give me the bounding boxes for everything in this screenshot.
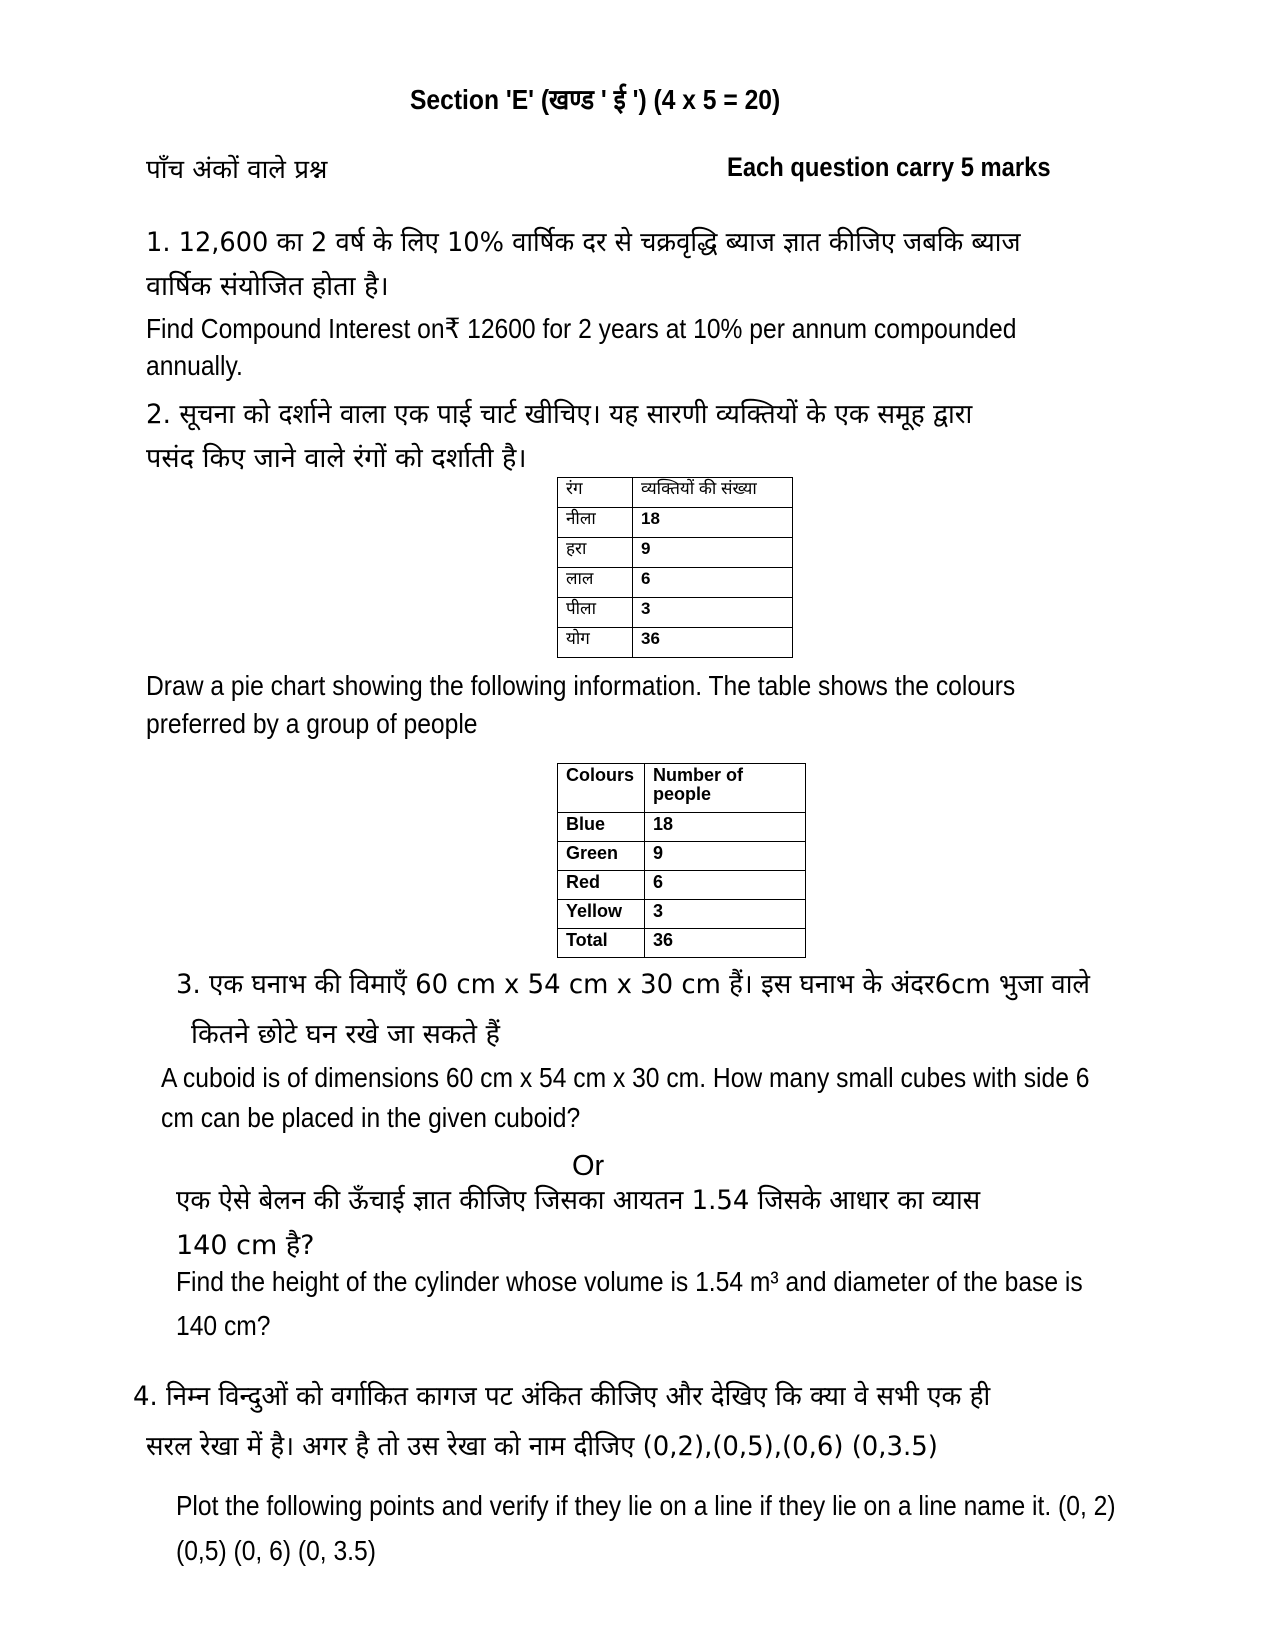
q4-hindi-line1: 4. निम्न विन्दुओं को वर्गाकित कागज पट अंकित कीजिए और देखिए कि क्या वे सभी एक ही bbox=[133, 1381, 991, 1412]
table-cell: नीला bbox=[558, 508, 633, 538]
q4-english-line1: Plot the following points and verify if they lie on a line if they lie on a line name it. (0, 2) bbox=[176, 1490, 1116, 1521]
table-header-row bbox=[558, 764, 806, 813]
table-cell: लाल bbox=[558, 568, 633, 598]
table-header-cell: व्यक्तियों की संख्या bbox=[633, 478, 793, 508]
table-row bbox=[558, 871, 806, 900]
q2-hindi-line2: पसंद किए जाने वाले रंगों को दर्शाती है। bbox=[146, 443, 527, 474]
hindi-colour-table bbox=[557, 477, 793, 658]
english-colour-table bbox=[557, 763, 806, 958]
table-cell: Total bbox=[558, 929, 645, 958]
table-cell: 3 bbox=[645, 900, 806, 929]
table-cell: 18 bbox=[645, 813, 806, 842]
q3-alt-english-line2: 140 cm? bbox=[176, 1310, 271, 1341]
table-cell: 9 bbox=[645, 842, 806, 871]
table-cell: 36 bbox=[633, 628, 793, 658]
header-english: Each question carry 5 marks bbox=[727, 152, 1051, 182]
q1-english-line2: annually. bbox=[146, 350, 243, 381]
table-cell: Blue bbox=[558, 813, 645, 842]
table-cell: हरा bbox=[558, 538, 633, 568]
table-cell: Green bbox=[558, 842, 645, 871]
q3-alt-hindi-line2: 140 cm है? bbox=[176, 1230, 315, 1261]
table-row bbox=[558, 598, 793, 628]
table-cell: 9 bbox=[633, 538, 793, 568]
table-row bbox=[558, 813, 806, 842]
q3-alt-english-line1: Find the height of the cylinder whose volume is 1.54 m³ and diameter of the base is bbox=[176, 1266, 1083, 1297]
table-header-cell: रंग bbox=[558, 478, 633, 508]
q4-hindi-line2: सरल रेखा में है। अगर है तो उस रेखा को नाम दीजिए (0,2),(0,5),(0,6) (0,3.5) bbox=[146, 1431, 938, 1462]
table-cell: 3 bbox=[633, 598, 793, 628]
q3-english-line2: cm can be placed in the given cuboid? bbox=[161, 1102, 581, 1133]
table-header-cell: Colours bbox=[558, 764, 645, 813]
q2-hindi-line1: 2. सूचना को दर्शाने वाला एक पाई चार्ट खीचिए। यह सारणी व्यक्तियों के एक समूह द्वारा bbox=[146, 399, 973, 430]
q3-english-line1: A cuboid is of dimensions 60 cm x 54 cm x 30 cm. How many small cubes with side 6 bbox=[161, 1062, 1090, 1093]
table-cell: Red bbox=[558, 871, 645, 900]
header-hindi: पाँच अंकों वाले प्रश्न bbox=[146, 155, 328, 185]
table-cell: 6 bbox=[645, 871, 806, 900]
q1-hindi-line1: 1. 12,600 का 2 वर्ष के लिए 10% वार्षिक दर से चक्रवृद्धि ब्याज ज्ञात कीजिए जबकि ब्याज bbox=[146, 227, 1021, 258]
table-row bbox=[558, 900, 806, 929]
table-row bbox=[558, 568, 793, 598]
table-cell: पीला bbox=[558, 598, 633, 628]
table-cell: 18 bbox=[633, 508, 793, 538]
table-cell: योग bbox=[558, 628, 633, 658]
q1-hindi-line2: वार्षिक संयोजित होता है। bbox=[146, 271, 389, 302]
table-row bbox=[558, 929, 806, 958]
or-separator: Or bbox=[572, 1150, 605, 1182]
table-cell: 36 bbox=[645, 929, 806, 958]
q1-english-line1: Find Compound Interest on₹ 12600 for 2 years at 10% per annum compounded bbox=[146, 313, 1017, 344]
q3-hindi-line1: 3. एक घनाभ की विमाएँ 60 cm x 54 cm x 30 cm हैं। इस घनाभ के अंदर6cm भुजा वाले bbox=[176, 969, 1090, 1000]
table-row bbox=[558, 628, 793, 658]
table-header-cell: Number of people bbox=[645, 764, 806, 813]
table-header-row bbox=[558, 478, 793, 508]
q2-english-line2: preferred by a group of people bbox=[146, 708, 478, 739]
q3-hindi-line2: कितने छोटे घन रखे जा सकते हैं bbox=[191, 1019, 500, 1050]
section-title: Section 'E' (खण्ड ' ई ') (4 x 5 = 20) bbox=[410, 84, 781, 115]
table-row bbox=[558, 538, 793, 568]
table-cell: 6 bbox=[633, 568, 793, 598]
table-cell: Yellow bbox=[558, 900, 645, 929]
table-row bbox=[558, 508, 793, 538]
q4-english-line2: (0,5) (0, 6) (0, 3.5) bbox=[176, 1535, 376, 1566]
table-row bbox=[558, 842, 806, 871]
q3-alt-hindi-line1: एक ऐसे बेलन की ऊँचाई ज्ञात कीजिए जिसका आयतन 1.54 जिसके आधार का व्यास bbox=[176, 1185, 981, 1216]
q2-english-line1: Draw a pie chart showing the following information. The table shows the colours bbox=[146, 670, 1016, 701]
